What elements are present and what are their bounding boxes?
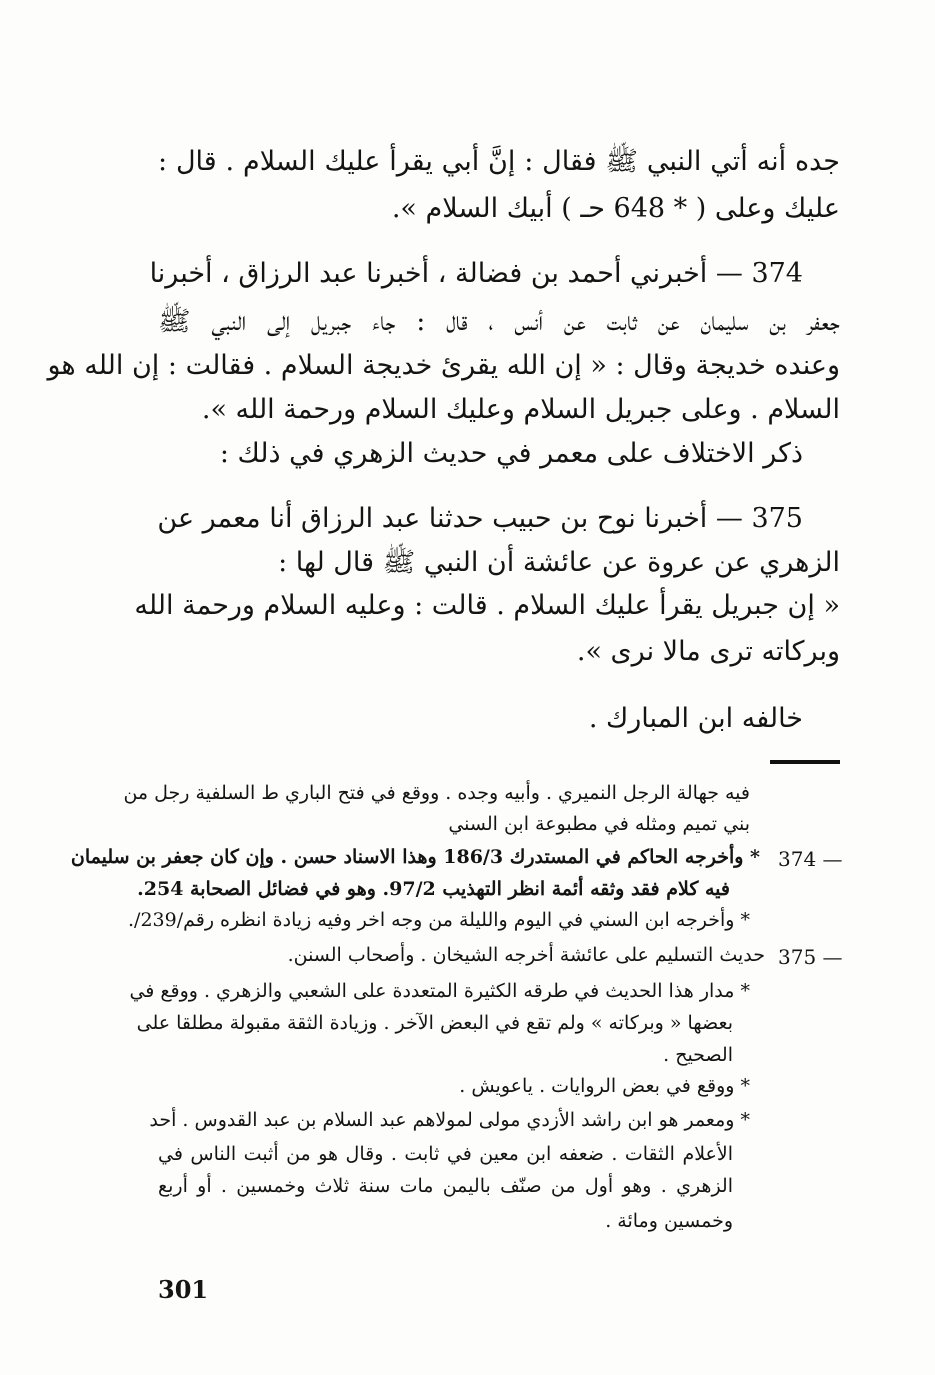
footnote-374-line-1: * وأخرجه الحاكم في المستدرك 186/3 وهذا الاسناد حسن . وإن كان جعفر بن سليمان [70, 846, 760, 868]
footnote-375-line-1: حديث التسليم على عائشة أخرجه الشيخان . وأصحاب السنن. [287, 944, 765, 966]
hadith-375-line-3: « إن جبريل يقرأ عليك السلام . قالت : وعليه السلام ورحمة الله [134, 590, 840, 621]
hadith-374-line-2: جعفر بن سليمان عن ثابت عن أنس ، قال : جاء جبريل إلى النبي ﷺ [158, 306, 840, 337]
khalafahu-line: خالفه ابن المبارك . [588, 703, 803, 734]
footnote-intro-line-2: بني تميم ومثله في مطبوعة ابن السني [448, 813, 750, 835]
hadith-374-line-1: 374 — أخبرني أحمد بن فضالة ، أخبرنا عبد الرزاق ، أخبرنا [149, 258, 803, 289]
hadith-375-line-2: الزهري عن عروة عن عائشة أن النبي ﷺ قال لها : [278, 547, 840, 578]
footnote-375-line-2: * مدار هذا الحديث في طرقه الكثيرة المتعددة على الشعبي والزهري . ووقع في [129, 980, 750, 1002]
footnote-375-line-8: الزهري . وهو أول من صنّف باليمن مات سنة ثلاث وخمسين . أو أربع [158, 1175, 733, 1197]
main-line-1: جده أنه أتي النبي ﷺ فقال : إنَّ أبي يقرأ عليك السلام . قال : [158, 146, 840, 177]
footnote-375-line-6: * ومعمر هو ابن راشد الأزدي مولى لمولاهم عبد السلام بن عبد القدوس . أحد [149, 1109, 750, 1131]
page-number: 301 [158, 1275, 209, 1304]
hadith-374-line-3: وعنده خديجة وقال : « إن الله يقرئ خديجة السلام . فقالت : إن الله هو [47, 350, 840, 381]
section-heading: ذكر الاختلاف على معمر في حديث الزهري في ذلك : [219, 438, 803, 469]
footnote-375-line-3: بعضها « وبركاته » ولم تقع في البعض الآخر . وزيادة الثقة مقبولة مطلقا على [136, 1012, 733, 1034]
main-line-2: عليك وعلى ( * 648 حـ ) أبيك السلام ». [391, 193, 840, 224]
footnote-374-line-2: فيه كلام فقد وثقه أئمة انظر التهذيب 97/2. وهو في فضائل الصحابة 254. [137, 878, 730, 900]
footnote-375-line-4: الصحيح . [663, 1044, 733, 1066]
hadith-375-line-4: وبركاته ترى مالا نرى ». [576, 636, 840, 667]
hadith-375-line-1: 375 — أخبرنا نوح بن حبيب حدثنا عبد الرزاق أنا معمر عن [157, 503, 803, 534]
footnote-intro-line-1: فيه جهالة الرجل النميري . وأبيه وجده . ووقع في فتح الباري ط السلفية رجل من [123, 782, 750, 804]
footnote-375-line-9: وخمسين ومائة . [605, 1210, 733, 1232]
footnote-374-line-3: * وأخرجه ابن السني في اليوم والليلة من وجه اخر وفيه زيادة انظره رقم/239/. [127, 909, 750, 931]
footnote-separator [770, 760, 840, 764]
footnote-375-line-5: * ووقع في بعض الروايات . ياعويش . [459, 1075, 750, 1097]
footnote-375-line-7: الأعلام الثقات . ضعفه ابن معين في ثابت . وقال هو من أثبت الناس في [158, 1143, 733, 1165]
hadith-374-line-4: السلام . وعلى جبريل السلام وعليك السلام ورحمة الله ». [201, 394, 840, 425]
footnote-375-label: 375 — [778, 945, 843, 969]
footnote-374-label: 374 — [778, 847, 843, 871]
